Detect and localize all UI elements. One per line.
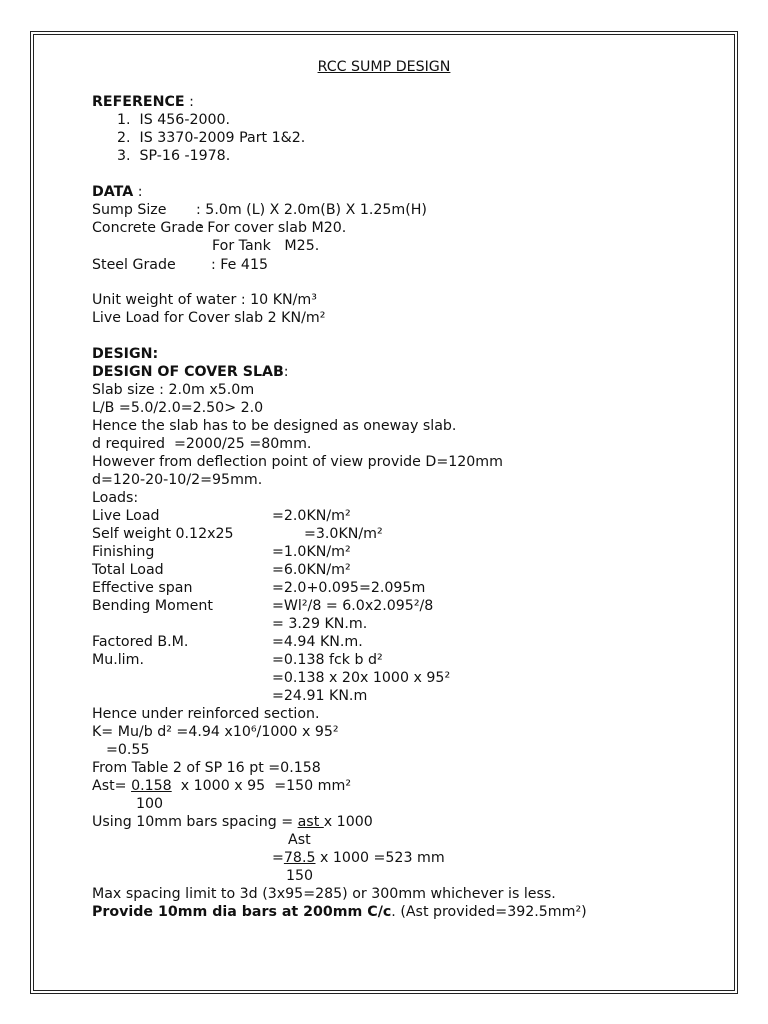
steel-grade-value: : Fe 415: [211, 257, 268, 273]
concrete-grade-value: : For cover slab M20.: [198, 220, 347, 236]
sump-size-value: : 5.0m (L) X 2.0m(B) X 1.25m(H): [196, 202, 427, 218]
calc-value: =3.0KN/m²: [304, 526, 383, 542]
calc-value: = 3.29 KN.m.: [272, 616, 368, 632]
unit-weight-water: Unit weight of water : 10 KN/m³: [92, 292, 317, 308]
calc-label: Bending Moment: [92, 598, 213, 614]
spacing-denominator: 150: [286, 868, 314, 884]
calc-label: Effective span: [92, 580, 193, 596]
ast-formula: Ast= 0.158 x 1000 x 95 =150 mm²: [92, 778, 352, 794]
design-line: However from deflection point of view provide D=120mm: [92, 454, 503, 470]
provide-bars-note: Provide 10mm dia bars at 200mm C/c. (Ast provided=392.5mm²): [92, 904, 587, 920]
design-heading: DESIGN:: [92, 346, 159, 362]
cover-slab-heading: DESIGN OF COVER SLAB:: [92, 364, 289, 380]
calc-label: Self weight 0.12x25: [92, 526, 234, 542]
calc-value: =0.138 x 20x 1000 x 95²: [272, 670, 451, 686]
under-reinforced-note: Hence under reinforced section.: [92, 706, 320, 722]
calc-value: =6.0KN/m²: [272, 562, 351, 578]
calc-label: Finishing: [92, 544, 155, 560]
design-line: Loads:: [92, 490, 139, 506]
calc-label: Total Load: [92, 562, 164, 578]
calc-value: =24.91 KN.m: [272, 688, 368, 704]
design-line: d=120-20-10/2=95mm.: [92, 472, 263, 488]
design-line: Hence the slab has to be designed as oneway slab.: [92, 418, 457, 434]
design-line: L/B =5.0/2.0=2.50> 2.0: [92, 400, 264, 416]
sump-size-label: Sump Size: [92, 202, 167, 218]
reference-item: 1. IS 456-2000.: [117, 112, 231, 128]
calc-label: Factored B.M.: [92, 634, 189, 650]
steel-grade-label: Steel Grade: [92, 257, 176, 273]
calc-value: =2.0KN/m²: [272, 508, 351, 524]
calc-label: Live Load: [92, 508, 160, 524]
calc-value: =2.0+0.095=2.095m: [272, 580, 426, 596]
from-table-note: From Table 2 of SP 16 pt =0.158: [92, 760, 321, 776]
calc-label: Mu.lim.: [92, 652, 144, 668]
design-line: Slab size : 2.0m x5.0m: [92, 382, 255, 398]
live-load-cover: Live Load for Cover slab 2 KN/m²: [92, 310, 326, 326]
reference-item: 2. IS 3370-2009 Part 1&2.: [117, 130, 306, 146]
reference-heading: REFERENCE :: [92, 94, 194, 110]
design-line: d required =2000/25 =80mm.: [92, 436, 312, 452]
spacing-calc: =78.5 x 1000 =523 mm: [272, 850, 445, 866]
bar-spacing-denominator: Ast: [288, 832, 311, 848]
max-spacing-note: Max spacing limit to 3d (3x95=285) or 300mm whichever is less.: [92, 886, 556, 902]
data-heading: DATA :: [92, 184, 143, 200]
calc-value: =4.94 KN.m.: [272, 634, 363, 650]
concrete-grade-label: Concrete Grade: [92, 220, 204, 236]
calc-value: =0.138 fck b d²: [272, 652, 383, 668]
calc-value: =Wl²/8 = 6.0x2.095²/8: [272, 598, 434, 614]
document-title: RCC SUMP DESIGN: [317, 59, 451, 75]
concrete-grade-tank: For Tank M25.: [212, 238, 320, 254]
k-formula: K= Mu/b d² =4.94 x10⁶/1000 x 95²: [92, 724, 339, 740]
reference-item: 3. SP-16 -1978.: [117, 148, 231, 164]
bar-spacing-formula: Using 10mm bars spacing = ast x 1000: [92, 814, 373, 830]
calc-value: =1.0KN/m²: [272, 544, 351, 560]
k-value: =0.55: [106, 742, 150, 758]
ast-denominator: 100: [136, 796, 164, 812]
